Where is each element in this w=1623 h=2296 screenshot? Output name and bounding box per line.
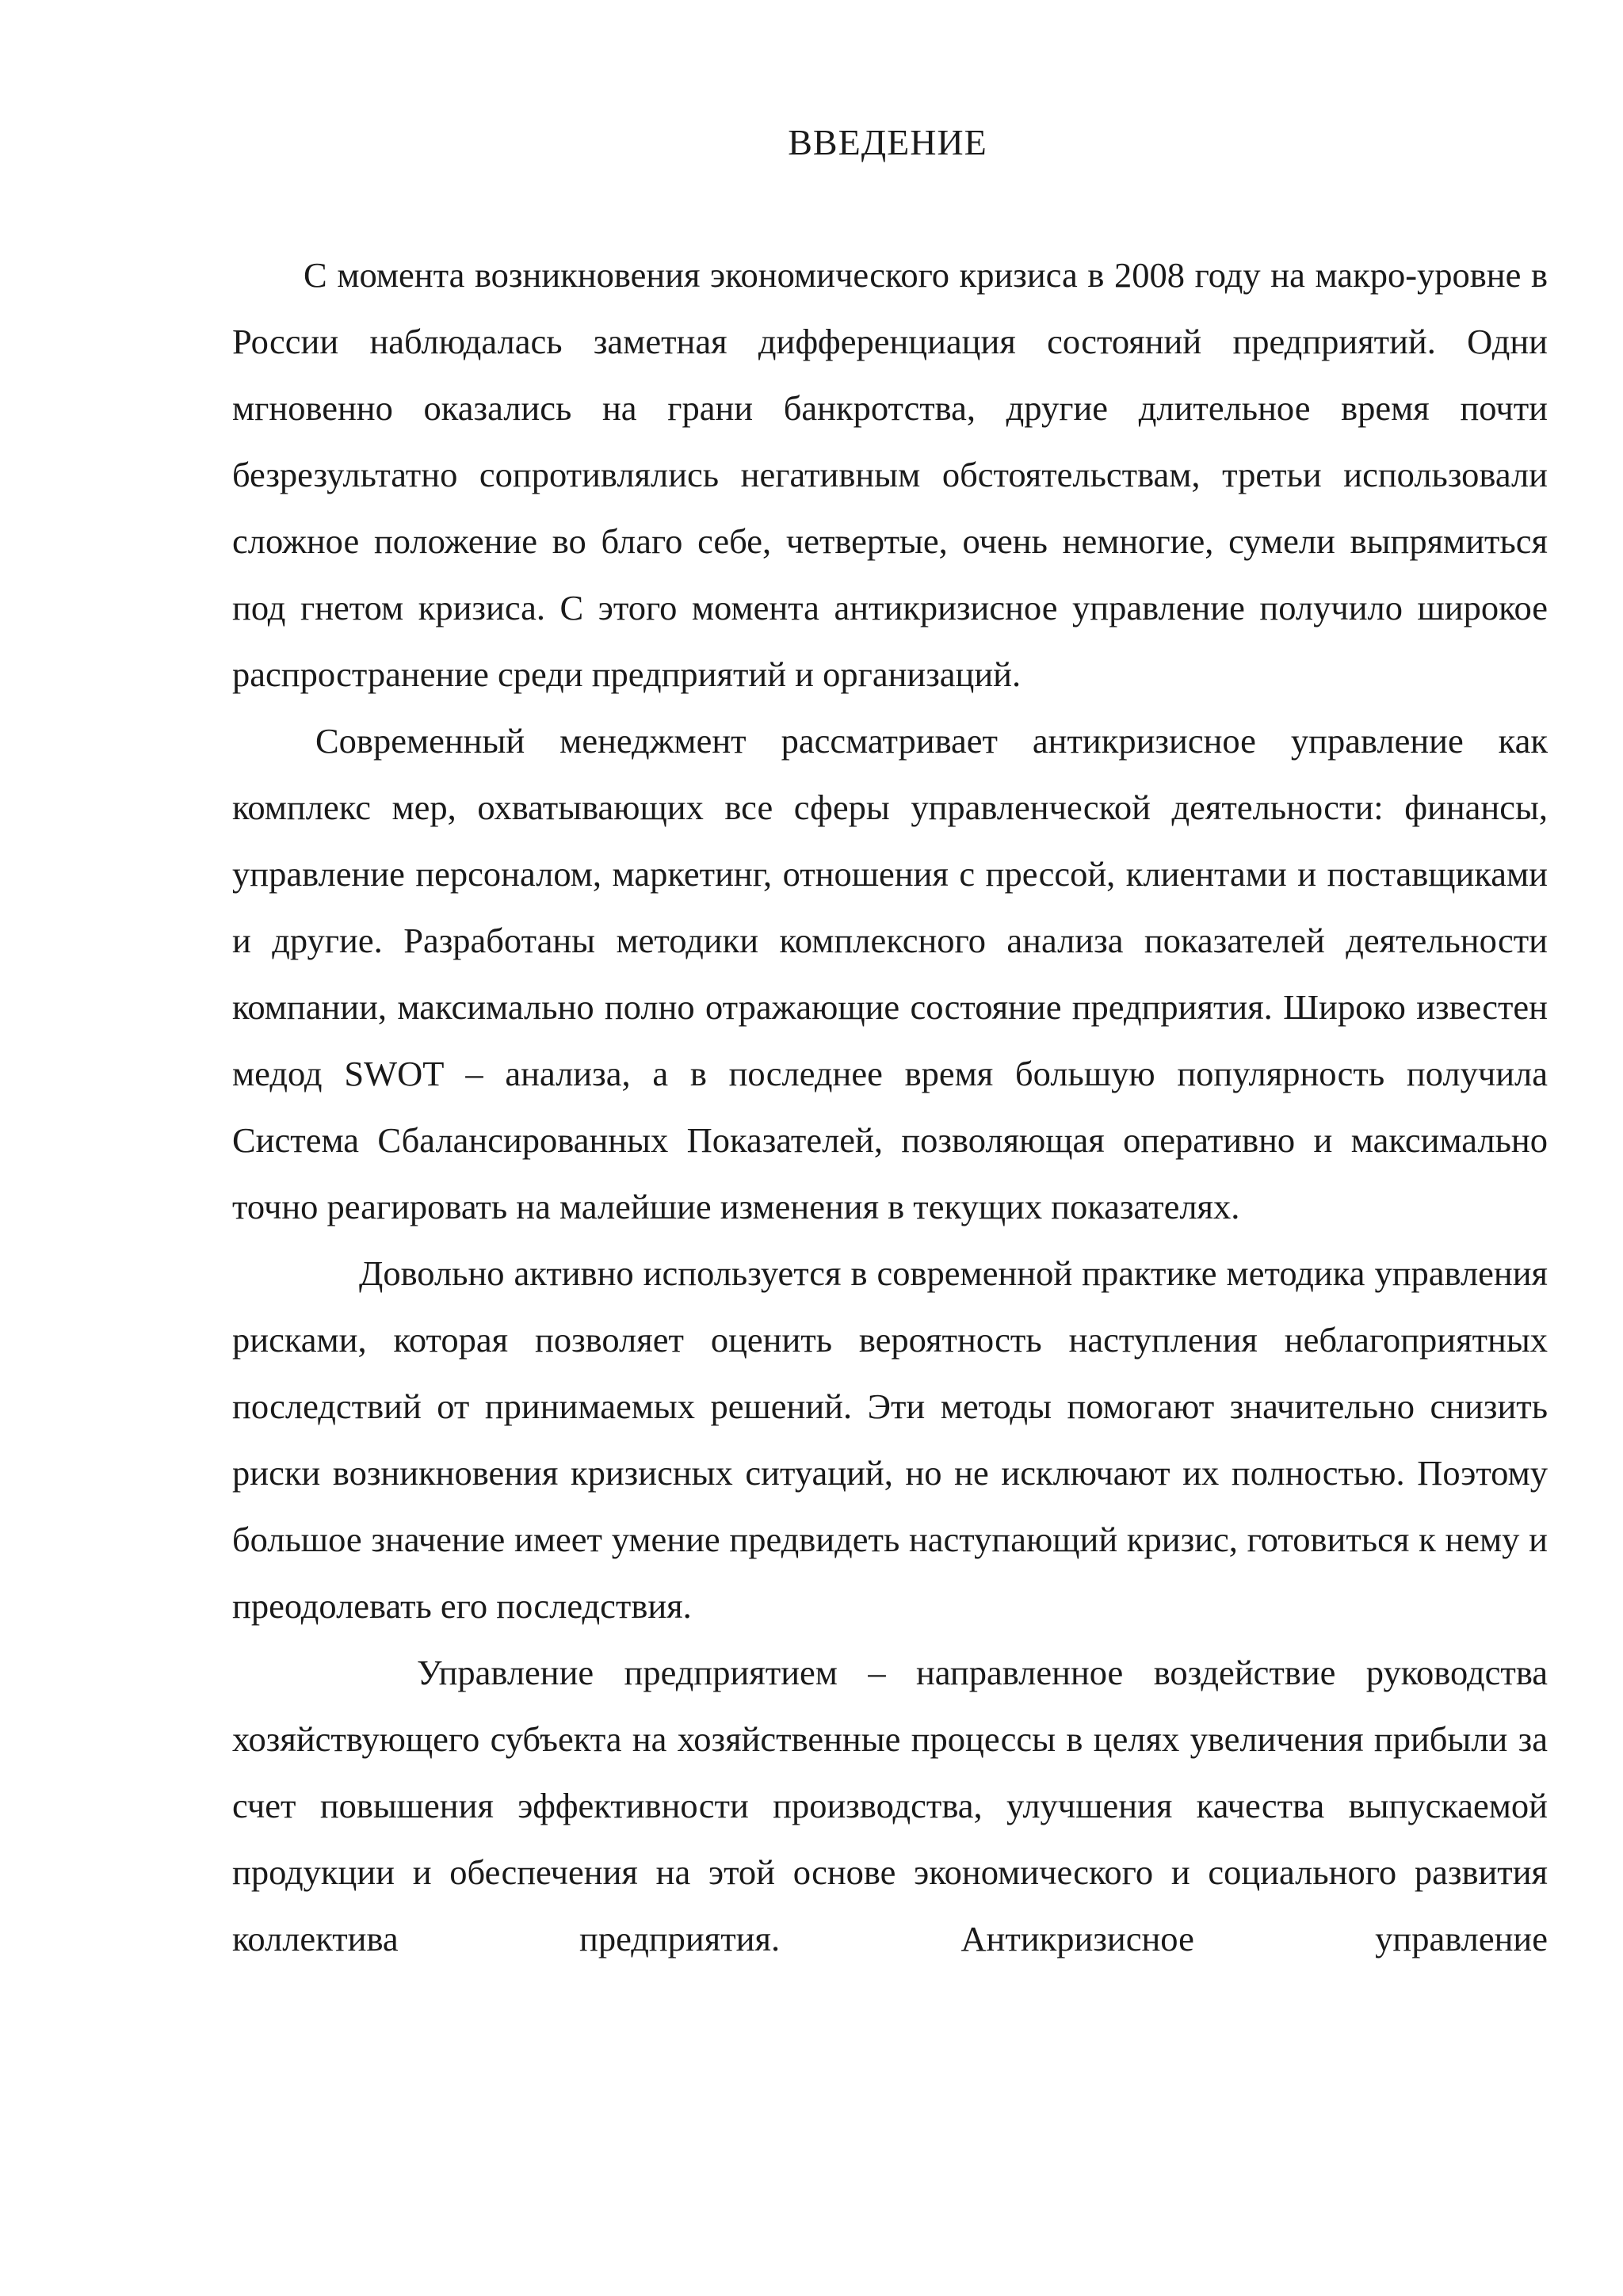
page-title: ВВЕДЕНИЕ [788,122,987,162]
paragraph-1: С момента возникновения экономического кризиса в 2008 году на макро-уровне в России наблюдалась заметная дифференциация состояний предприятий. Одни мгновенно оказались на грани банкротства, другие длительное время почти безрезультатно сопротивлялись негативным обстоятельствам, третьи использовали сложное положение во благо себе, четвертые, очень немногие, сумели выпрямиться под гнетом кризиса. С этого момента антикризисное управление получило широкое распространение среди предприятий и организаций. [232,255,1548,694]
paragraph-3: Довольно активно используется в современной практике методика управления рисками, которая позволяет оценить вероятность наступления неблагоприятных последствий от принимаемых решений. Эти методы помогают значительно снизить риски возникновения кризисных ситуаций, но не исключают их полностью. Поэтому большое значение имеет умение предвидеть наступающий кризис, готовиться к нему и преодолевать его последствия. [232,1253,1548,1626]
paragraph-4: Управление предприятием – направленное воздействие руководства хозяйствующего субъекта на хозяйственные процессы в целях увеличения прибыли за счет повышения эффективности производства, улучшения качества выпускаемой продукции и обеспечения на этой основе экономического и социального развития коллектива предприятия. Антикризисное управление [232,1653,1548,1958]
paragraph-2: Современный менеджмент рассматривает антикризисное управление как комплекс мер, охватывающих все сферы управленческой деятельности: финансы, управление персоналом, маркетинг, отношения с прессой, клиентами и поставщиками и другие. Разработаны методики комплексного анализа показателей деятельности компании, максимально полно отражающие состояние предприятия. Широко известен медод SWOT – анализа, а в последнее время большую популярность получила Система Сбалансированных Показателей, позволяющая оперативно и максимально точно реагировать на малейшие изменения в текущих показателях. [232,721,1548,1226]
document-body [232,242,1548,1972]
